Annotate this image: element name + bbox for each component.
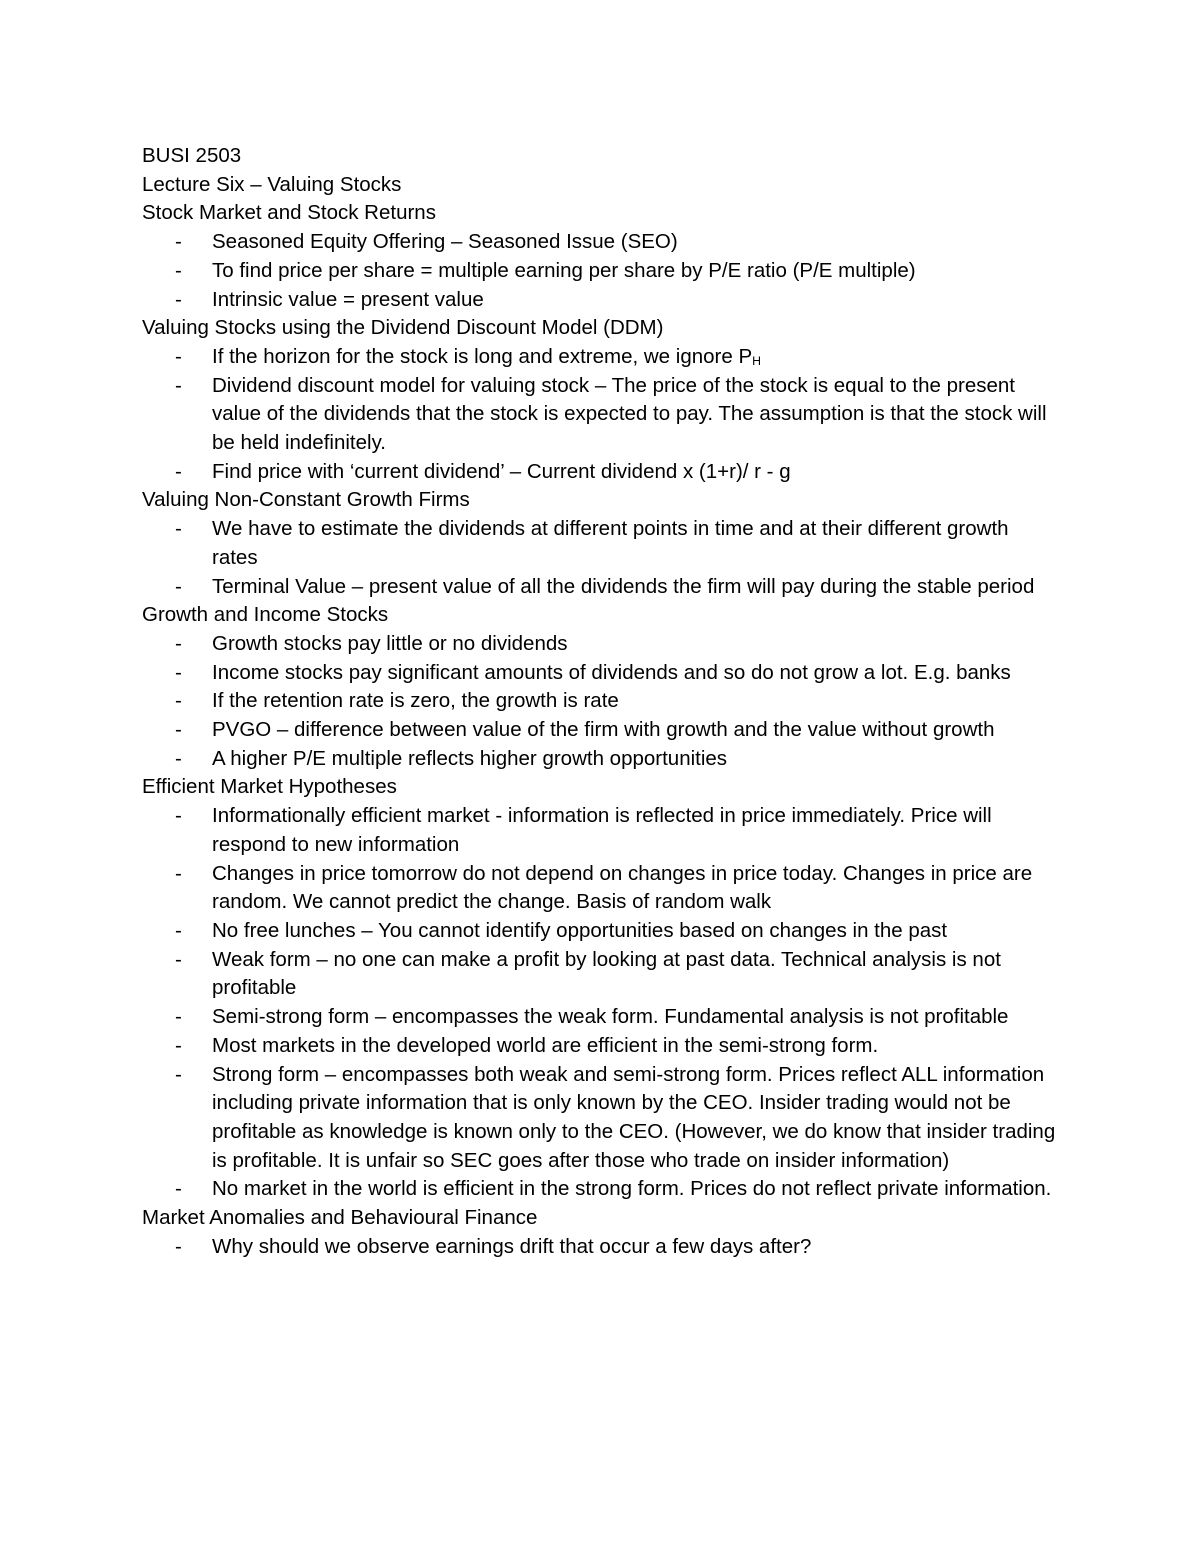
bullet-item [142, 286, 1057, 315]
bullet-item [142, 716, 1057, 745]
bullet-list [142, 630, 1057, 774]
bullet-list [142, 343, 1057, 487]
bullet-text: Seasoned Equity Offering – Seasoned Issue (SEO) [212, 230, 678, 254]
bullet-text: Why should we observe earnings drift that occur a few days after? [212, 1234, 812, 1258]
bullet-text: Weak form – no one can make a profit by looking at past data. Technical analysis is not profitable [212, 947, 1001, 1000]
bullet-item [142, 630, 1057, 659]
bullet-item [142, 917, 1057, 946]
bullet-item [142, 372, 1057, 458]
bullet-text: No free lunches – You cannot identify opportunities based on changes in the past [212, 918, 948, 942]
bullet-item [142, 802, 1057, 859]
bullet-dash: - [175, 373, 182, 397]
bullet-text: If the retention rate is zero, the growth is rate [212, 689, 619, 713]
bullet-text: No market in the world is efficient in the strong form. Prices do not reflect private information. [212, 1177, 1052, 1201]
bullet-text: To find price per share = multiple earning per share by P/E ratio (P/E multiple) [212, 258, 916, 282]
subscript-h: H [752, 353, 762, 368]
bullet-item [142, 257, 1057, 286]
bullet-list [142, 1233, 1057, 1262]
bullet-item [142, 458, 1057, 487]
bullet-item [142, 1032, 1057, 1061]
bullet-text: PVGO – difference between value of the firm with growth and the value without growth [212, 718, 995, 742]
bullet-item [142, 1003, 1057, 1032]
bullet-dash: - [175, 861, 182, 885]
section-heading: Stock Market and Stock Returns [142, 201, 436, 225]
bullet-dash: - [175, 631, 182, 655]
bullet-text: Terminal Value – present value of all the dividends the firm will pay during the stable period [212, 574, 1035, 598]
section-heading: Growth and Income Stocks [142, 603, 389, 627]
section-growth-income [142, 601, 1057, 773]
bullet-item [142, 228, 1057, 257]
section-heading: Market Anomalies and Behavioural Finance [142, 1206, 538, 1230]
bullet-dash: - [175, 1062, 182, 1086]
bullet-text: Find price with ‘current dividend’ – Current dividend x (1+r)/ r - g [212, 459, 791, 483]
bullet-list [142, 515, 1057, 601]
bullet-item [142, 343, 1057, 372]
bullet-dash: - [175, 660, 182, 684]
bullet-item [142, 687, 1057, 716]
bullet-text: Most markets in the developed world are efficient in the semi-strong form. [212, 1033, 879, 1057]
bullet-item [142, 659, 1057, 688]
bullet-dash: - [175, 689, 182, 713]
bullet-dash: - [175, 1177, 182, 1201]
bullet-dash: - [175, 574, 182, 598]
bullet-dash: - [175, 517, 182, 541]
bullet-item [142, 515, 1057, 572]
section-market-anomalies [142, 1204, 1057, 1261]
bullet-text: Growth stocks pay little or no dividends [212, 631, 568, 655]
bullet-dash: - [175, 746, 182, 770]
bullet-text: Intrinsic value = present value [212, 287, 484, 311]
bullet-text: We have to estimate the dividends at different points in time and at their different growth rates [212, 517, 1009, 569]
bullet-item [142, 860, 1057, 917]
bullet-text: Income stocks pay significant amounts of dividends and so do not grow a lot. E.g. banks [212, 660, 1011, 684]
bullet-item [142, 1061, 1057, 1176]
bullet-dash: - [175, 804, 182, 828]
bullet-dash: - [175, 1033, 182, 1057]
bullet-item [142, 745, 1057, 774]
section-non-constant-growth [142, 486, 1057, 601]
bullet-dash: - [175, 287, 182, 311]
bullet-list [142, 802, 1057, 1204]
bullet-list [142, 228, 1057, 314]
bullet-text: If the horizon for the stock is long and extreme, we ignore P [212, 344, 753, 368]
bullet-item [142, 573, 1057, 602]
course-code: BUSI 2503 [142, 144, 242, 167]
section-stock-market [142, 199, 1057, 314]
document-page [142, 142, 1057, 1261]
bullet-dash: - [175, 718, 182, 742]
bullet-text: Semi-strong form – encompasses the weak form. Fundamental analysis is not profitable [212, 1005, 1009, 1029]
section-efficient-market [142, 773, 1057, 1204]
bullet-dash: - [175, 918, 182, 942]
section-heading: Valuing Stocks using the Dividend Discount Model (DDM) [142, 316, 664, 340]
lecture-title: Lecture Six – Valuing Stocks [142, 172, 402, 196]
section-ddm [142, 314, 1057, 486]
bullet-dash: - [175, 459, 182, 483]
bullet-dash: - [175, 258, 182, 282]
bullet-text: A higher P/E multiple reflects higher growth opportunities [212, 746, 728, 770]
bullet-dash: - [175, 344, 182, 368]
bullet-dash: - [175, 1234, 182, 1258]
bullet-item [142, 1175, 1057, 1204]
bullet-text: Strong form – encompasses both weak and semi-strong form. Prices reflect ALL information including private information that is only known by the CEO. Insider trading would not be profitable as knowledge is known only to the CEO. (However, we do know that insider trading is profitable. It is unfair so SEC goes after those who trade on insider information) [212, 1062, 1056, 1172]
bullet-dash: - [175, 1005, 182, 1029]
bullet-item [142, 946, 1057, 1003]
bullet-text: Changes in price tomorrow do not depend on changes in price today. Changes in price are random. We cannot predict the change. Basis of random walk [212, 861, 1033, 914]
bullet-text: Informationally efficient market - information is reflected in price immediately. Price will respond to new information [212, 804, 992, 856]
bullet-dash: - [175, 230, 182, 254]
section-heading: Efficient Market Hypotheses [142, 775, 397, 799]
section-heading: Valuing Non-Constant Growth Firms [142, 488, 470, 512]
bullet-dash: - [175, 947, 182, 971]
bullet-item [142, 1233, 1057, 1262]
bullet-text: Dividend discount model for valuing stock – The price of the stock is equal to the present value of the dividends that the stock is expected to pay. The assumption is that the stock will be held indefinitely. [212, 373, 1047, 455]
